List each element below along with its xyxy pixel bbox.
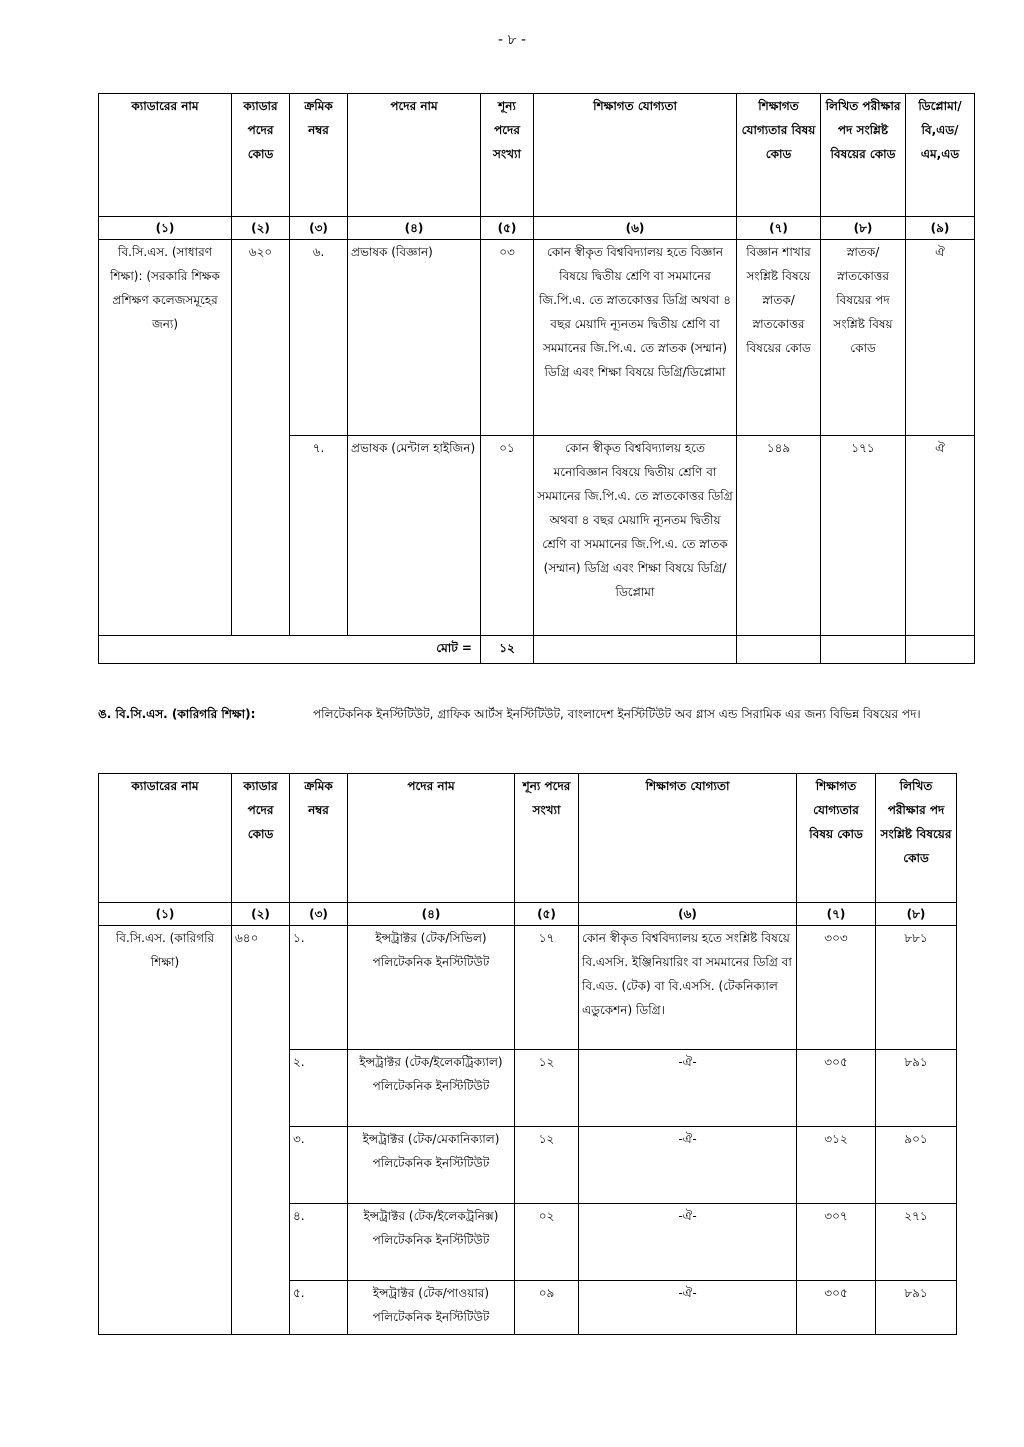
serial-cell: ১. (290, 926, 348, 1050)
post-name-cell: ইন্সট্রাক্টর (টেক/ইলেকট্রনিক্স) পলিটেকনিক ইনস্টিটিউট (348, 1204, 515, 1281)
vacancies-cell: ০৩ (481, 240, 534, 436)
post-name-cell: ইন্সট্রাক্টর (টেক/মেকানিক্যাল) পলিটেকনিক ইনস্টিটিউট (348, 1127, 515, 1204)
header-serial: ক্রমিক নম্বর (290, 94, 348, 217)
header-qualification: শিক্ষাগত যোগ্যতা (579, 774, 797, 903)
exam-code-cell: ২৭১ (876, 1204, 957, 1281)
header-qualification: শিক্ষাগত যোগ্যতা (534, 94, 737, 217)
col-number: (৭) (737, 217, 821, 240)
col-number: (৬) (579, 903, 797, 926)
header-exam-code: লিখিত পরীক্ষার পদ সংশ্লিষ্ট বিষয়ের কোড (821, 94, 906, 217)
exam-code-cell: ৮৯১ (876, 1281, 957, 1335)
vacancies-cell: ১২ (515, 1050, 579, 1127)
exam-code-cell: ১৭১ (821, 436, 906, 636)
header-cadre-code: ক্যাডার পদের কোড (232, 94, 290, 217)
qualification-code-cell: ৩০৫ (797, 1281, 876, 1335)
exam-code-cell: স্নাতক/ স্নাতকোত্তর বিষয়ের পদ সংশ্লিষ্ট বিষয় কোড (821, 240, 906, 436)
col-number: (৪) (348, 217, 481, 240)
empty-cell (821, 636, 906, 664)
serial-cell: ৫. (290, 1281, 348, 1335)
diploma-cell: ঐ (906, 240, 975, 436)
header-post-name: পদের নাম (348, 94, 481, 217)
header-exam-code: লিখিত পরীক্ষার পদ সংশ্লিষ্ট বিষয়ের কোড (876, 774, 957, 903)
page-number: - ৮ - (497, 32, 527, 48)
total-value: ১২ (481, 636, 534, 664)
diploma-cell: ঐ (906, 436, 975, 636)
serial-cell: ৩. (290, 1127, 348, 1204)
header-serial: ক্রমিক নম্বর (290, 774, 348, 903)
serial-cell: ২. (290, 1050, 348, 1127)
section-description: পলিটেকনিক ইনস্টিটিউট, গ্রাফিক আর্টস ইনস্টিটিউট, বাংলাদেশ ইনস্টিটিউট অব গ্লাস এন্ড সিরামিক এর জন্য বিভিন্ন বিষয়ের পদ। (313, 707, 921, 721)
vacancies-cell: ১২ (515, 1127, 579, 1204)
table-header-row (99, 774, 957, 903)
cadre-code-cell: ৬৪০ (232, 926, 290, 1335)
cadre-name-cell: বি.সি.এস. (কারিগরি শিক্ষা) (99, 926, 232, 1335)
header-cadre-name: ক্যাডারের নাম (99, 94, 232, 217)
col-number: (৪) (348, 903, 515, 926)
empty-cell (906, 636, 975, 664)
qualification-code-cell: ৩০৫ (797, 1050, 876, 1127)
col-number: (৩) (290, 217, 348, 240)
header-post-name: পদের নাম (348, 774, 515, 903)
col-number: (১) (99, 903, 232, 926)
qualification-cell: -ঐ- (579, 1050, 797, 1127)
col-number: (২) (232, 903, 290, 926)
exam-code-cell: ৮৯১ (876, 1050, 957, 1127)
header-vacancies: শূন্য পদের সংখ্যা (515, 774, 579, 903)
qualification-cell: -ঐ- (579, 1281, 797, 1335)
post-name-cell: ইন্সট্রাক্টর (টেক/পাওয়ার) পলিটেকনিক ইনস্টিটিউট (348, 1281, 515, 1335)
post-name-cell: প্রভাষক (বিজ্ঞান) (348, 240, 481, 436)
exam-code-cell: ৯০১ (876, 1127, 957, 1204)
qualification-code-cell: ৩০৩ (797, 926, 876, 1050)
qualification-code-cell: ৩০৭ (797, 1204, 876, 1281)
qualification-code-cell: ১৪৯ (737, 436, 821, 636)
post-name-cell: ইন্সট্রাক্টর (টেক/সিভিল) পলিটেকনিক ইনস্টিটিউট (348, 926, 515, 1050)
section-label: ঙ. বি.সি.এস. (কারিগরি শিক্ষা): (98, 707, 256, 721)
col-number: (৫) (481, 217, 534, 240)
exam-code-cell: ৮৮১ (876, 926, 957, 1050)
col-number: (৯) (906, 217, 975, 240)
col-number: (৬) (534, 217, 737, 240)
table-row (99, 926, 957, 1050)
cadre-table-technical-education (98, 773, 957, 1335)
header-vacancies: শূন্য পদের সংখ্যা (481, 94, 534, 217)
header-qualification-code: শিক্ষাগত যোগ্যতার বিষয় কোড (797, 774, 876, 903)
cadre-name-cell: বি.সি.এস. (সাধারণ শিক্ষা): (সরকারি শিক্ষক প্রশিক্ষণ কলেজসমূহের জন্য) (99, 240, 232, 636)
post-name-cell: ইন্সট্রাক্টর (টেক/ইলেকট্রিক্যাল) পলিটেকনিক ইনস্টিটিউট (348, 1050, 515, 1127)
empty-cell (534, 636, 737, 664)
vacancies-cell: ০১ (481, 436, 534, 636)
col-number: (৮) (821, 217, 906, 240)
header-cadre-code: ক্যাডার পদের কোড (232, 774, 290, 903)
col-number: (৭) (797, 903, 876, 926)
total-row (99, 636, 975, 664)
vacancies-cell: ০৯ (515, 1281, 579, 1335)
qualification-code-cell: ৩১২ (797, 1127, 876, 1204)
col-number: (১) (99, 217, 232, 240)
total-label: মোট = (99, 636, 481, 664)
column-number-row (99, 217, 975, 240)
vacancies-cell: ০২ (515, 1204, 579, 1281)
qualification-cell: -ঐ- (579, 1127, 797, 1204)
serial-cell: ৭. (290, 436, 348, 636)
header-diploma: ডিপ্লোমা/ বি,এড/ এম,এড (906, 94, 975, 217)
empty-cell (737, 636, 821, 664)
vacancies-cell: ১৭ (515, 926, 579, 1050)
col-number: (৩) (290, 903, 348, 926)
qualification-cell: কোন স্বীকৃত বিশ্ববিদ্যালয় হতে বিজ্ঞান বিষয়ে দ্বিতীয় শ্রেণি বা সমমানের জি.পি.এ. তে স্নাতকোত্তর ডিগ্রি অথবা ৪ বছর মেয়াদি ন্যূনতম দ্বিতীয় শ্রেণি বা সমমানের জি.পি.এ. তে স্নাতক (সম্মান) ডিগ্রি এবং শিক্ষা বিষয়ে ডিগ্রি/ডিপ্লোমা (534, 240, 737, 436)
qualification-cell: কোন স্বীকৃত বিশ্ববিদ্যালয় হতে সংশ্লিষ্ট বিষয়ে বি.এসসি. ইঞ্জিনিয়ারিং বা সমমানের ডিগ্রি বা বি.এড. (টেক) বা বি.এসসি. (টেকনিক্যাল এডুকেশন) ডিগ্রি। (579, 926, 797, 1050)
qualification-cell: -ঐ- (579, 1204, 797, 1281)
column-number-row (99, 903, 957, 926)
qualification-cell: কোন স্বীকৃত বিশ্ববিদ্যালয় হতে মনোবিজ্ঞান বিষয়ে দ্বিতীয় শ্রেণি বা সমমানের জি.পি.এ. তে স্নাতকোত্তর ডিগ্রি অথবা ৪ বছর মেয়াদি ন্যূনতম দ্বিতীয় শ্রেণি বা সমমানের জি.পি.এ. তে স্নাতক (সম্মান) ডিগ্রি এবং শিক্ষা বিষয়ে ডিগ্রি/ডিপ্লোমা (534, 436, 737, 636)
serial-cell: ৪. (290, 1204, 348, 1281)
cadre-table-general-education (98, 93, 975, 664)
cadre-code-cell: ৬২০ (232, 240, 290, 636)
serial-cell: ৬. (290, 240, 348, 436)
header-cadre-name: ক্যাডারের নাম (99, 774, 232, 903)
post-name-cell: প্রভাষক (মেন্টাল হাইজিন) (348, 436, 481, 636)
col-number: (৮) (876, 903, 957, 926)
table-row (99, 240, 975, 436)
col-number: (৫) (515, 903, 579, 926)
table-header-row (99, 94, 975, 217)
qualification-code-cell: বিজ্ঞান শাখার সংশ্লিষ্ট বিষয়ে স্নাতক/ স্নাতকোত্তর বিষয়ের কোড (737, 240, 821, 436)
col-number: (২) (232, 217, 290, 240)
header-qualification-code: শিক্ষাগত যোগ্যতার বিষয় কোড (737, 94, 821, 217)
